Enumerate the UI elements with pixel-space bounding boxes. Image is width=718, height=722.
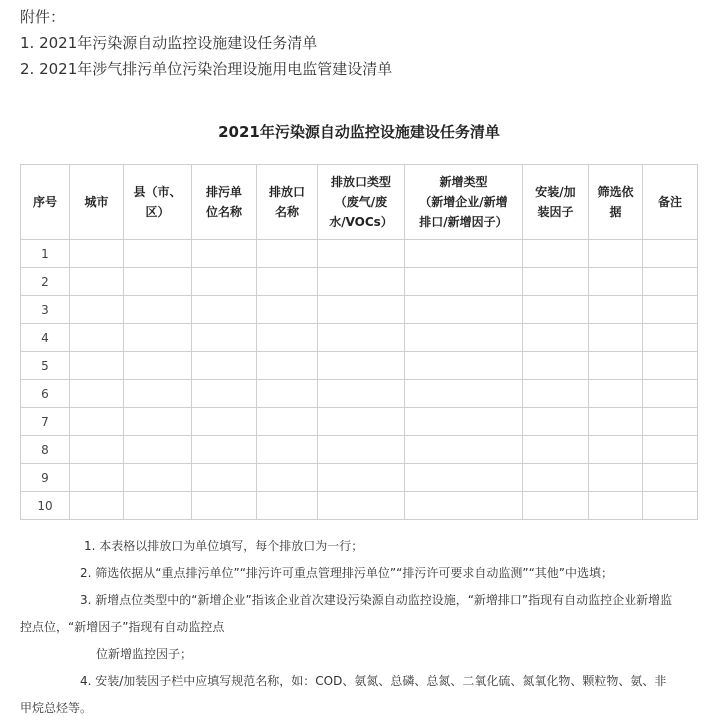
table-cell: [589, 492, 643, 520]
table-row: [21, 464, 698, 492]
table-row: [21, 380, 698, 408]
table-cell: [523, 408, 589, 436]
table-cell: [124, 492, 192, 520]
table-cell: [318, 408, 405, 436]
notes-block: [20, 533, 700, 722]
header-cell-1: [21, 165, 70, 240]
row-number-cell: 6: [21, 380, 70, 408]
table-cell: [643, 296, 698, 324]
table-body: [21, 240, 698, 520]
table-cell: [405, 436, 523, 464]
table-cell: [257, 352, 318, 380]
table-row: [21, 436, 698, 464]
table-cell: [405, 240, 523, 268]
table-row: [21, 324, 698, 352]
table-cell: [318, 380, 405, 408]
table-cell: [70, 268, 124, 296]
header-line: 筛选依: [597, 185, 634, 199]
header-line: 排放口类型: [330, 175, 391, 189]
header-line: 水/VOCs）: [329, 215, 393, 229]
row-number-cell: 10: [21, 492, 70, 520]
table-cell: [124, 408, 192, 436]
header-line: 装因子: [537, 205, 574, 219]
table-cell: [192, 240, 257, 268]
note-1: 1. 本表格以排放口为单位填写，每个排放口为一行；: [84, 539, 364, 553]
table-cell: [70, 436, 124, 464]
table-cell: [589, 268, 643, 296]
table-cell: [589, 296, 643, 324]
table-cell: [257, 296, 318, 324]
attachments-block: [20, 4, 392, 82]
header-line: 序号: [32, 195, 57, 209]
header-cell-2: [70, 165, 124, 240]
table-cell: [405, 380, 523, 408]
table-cell: [523, 492, 589, 520]
table-cell: [643, 324, 698, 352]
table-cell: [523, 352, 589, 380]
table-cell: [124, 240, 192, 268]
table-row: [21, 240, 698, 268]
table-cell: [70, 352, 124, 380]
header-cell-3: [124, 165, 192, 240]
header-line: 位名称: [205, 205, 242, 219]
table-cell: [257, 268, 318, 296]
table-cell: [318, 352, 405, 380]
table-cell: [318, 324, 405, 352]
row-number-cell: 9: [21, 464, 70, 492]
table-cell: [192, 352, 257, 380]
table-cell: [70, 464, 124, 492]
table-cell: [124, 296, 192, 324]
table-cell: [405, 296, 523, 324]
table-cell: [405, 408, 523, 436]
note-3-line-3: 位新增监控因子；: [96, 647, 193, 661]
task-list-table: [20, 164, 698, 520]
table-row: [21, 352, 698, 380]
table-cell: [523, 380, 589, 408]
note-3-line-1: 3. 新增点位类型中的“新增企业”指该企业首次建设污染源自动监控设施，“新增排口”指现有自动监控企业新增监: [80, 593, 673, 607]
header-cell-6: [318, 165, 405, 240]
table-cell: [523, 268, 589, 296]
header-line: 备注: [657, 195, 682, 209]
table-cell: [318, 464, 405, 492]
table-cell: [523, 464, 589, 492]
row-number-cell: 4: [21, 324, 70, 352]
table-cell: [405, 324, 523, 352]
table-cell: [124, 436, 192, 464]
table-cell: [643, 464, 698, 492]
table-cell: [405, 268, 523, 296]
table-cell: [589, 352, 643, 380]
attachment-item-2: 2. 2021年涉气排污单位污染治理设施用电监管建设清单: [20, 60, 393, 78]
table-row: [21, 408, 698, 436]
header-line: 安装/加: [535, 185, 576, 199]
table-cell: [192, 436, 257, 464]
table-cell: [589, 240, 643, 268]
header-cell-4: [192, 165, 257, 240]
table-cell: [257, 464, 318, 492]
table-cell: [405, 464, 523, 492]
table-cell: [643, 436, 698, 464]
table-cell: [192, 464, 257, 492]
row-number-cell: 5: [21, 352, 70, 380]
header-line: 区）: [145, 205, 170, 219]
header-cell-7: [405, 165, 523, 240]
attachment-item-1: 1. 2021年污染源自动监控设施建设任务清单: [20, 34, 318, 52]
table-cell: [589, 408, 643, 436]
table-cell: [589, 436, 643, 464]
table-cell: [643, 268, 698, 296]
header-cell-10: [643, 165, 698, 240]
table-cell: [589, 464, 643, 492]
header-cell-5: [257, 165, 318, 240]
table-header-row: [21, 165, 698, 240]
table-cell: [523, 240, 589, 268]
table-cell: [523, 324, 589, 352]
header-cell-9: [589, 165, 643, 240]
table-cell: [257, 436, 318, 464]
table-cell: [70, 296, 124, 324]
table-cell: [523, 296, 589, 324]
table-cell: [318, 492, 405, 520]
header-line: 名称: [274, 205, 299, 219]
table-cell: [405, 352, 523, 380]
table-cell: [124, 324, 192, 352]
header-line: （废气/废: [334, 195, 388, 209]
row-number-cell: 3: [21, 296, 70, 324]
note-4-line-1: 4. 安装/加装因子栏中应填写规范名称，如：COD、氨氮、总磷、总氮、二氧化硫、氮氧化物、颗粒物、氨、非: [80, 674, 667, 688]
header-line: 排口/新增因子）: [419, 215, 508, 229]
table-cell: [643, 240, 698, 268]
header-line: 城市: [84, 195, 109, 209]
table-cell: [70, 408, 124, 436]
table-cell: [192, 268, 257, 296]
table-row: [21, 492, 698, 520]
attachments-label: 附件：: [20, 8, 66, 26]
row-number-cell: 1: [21, 240, 70, 268]
header-line: 排放口: [268, 185, 305, 199]
table-cell: [257, 492, 318, 520]
table-cell: [318, 268, 405, 296]
header-line: 排污单: [205, 185, 242, 199]
table-cell: [405, 492, 523, 520]
table-cell: [124, 380, 192, 408]
table-cell: [643, 380, 698, 408]
table-cell: [318, 240, 405, 268]
table-cell: [589, 324, 643, 352]
header-line: （新增企业/新增: [419, 195, 508, 209]
table-cell: [523, 436, 589, 464]
table-cell: [318, 436, 405, 464]
table-cell: [192, 296, 257, 324]
table-row: [21, 296, 698, 324]
table-cell: [70, 240, 124, 268]
table-cell: [124, 352, 192, 380]
table-cell: [192, 492, 257, 520]
table-cell: [70, 492, 124, 520]
row-number-cell: 2: [21, 268, 70, 296]
table-cell: [257, 380, 318, 408]
row-number-cell: 7: [21, 408, 70, 436]
document-title: 2021年污染源自动监控设施建设任务清单: [218, 123, 500, 141]
table-cell: [257, 240, 318, 268]
table-cell: [192, 380, 257, 408]
table-cell: [318, 296, 405, 324]
header-line: 县（市、: [133, 185, 182, 199]
table-cell: [257, 408, 318, 436]
table-cell: [70, 324, 124, 352]
note-4-line-2: 甲烷总烃等。: [20, 701, 93, 715]
row-number-cell: 8: [21, 436, 70, 464]
note-3-line-2: 控点位，“新增因子”指现有自动监控点: [20, 620, 225, 634]
table-cell: [257, 324, 318, 352]
table-cell: [124, 464, 192, 492]
table-cell: [192, 408, 257, 436]
note-2: 2. 筛选依据从“重点排污单位”“排污许可重点管理排污单位”“排污许可要求自动监测”“其他”中选填；: [80, 566, 614, 580]
table-cell: [643, 352, 698, 380]
header-line: 据: [609, 205, 622, 219]
table-cell: [70, 380, 124, 408]
table-row: [21, 268, 698, 296]
table-cell: [643, 492, 698, 520]
table-cell: [124, 268, 192, 296]
header-cell-8: [523, 165, 589, 240]
header-line: 新增类型: [439, 175, 488, 189]
table-cell: [192, 324, 257, 352]
table-cell: [643, 408, 698, 436]
table-cell: [589, 380, 643, 408]
